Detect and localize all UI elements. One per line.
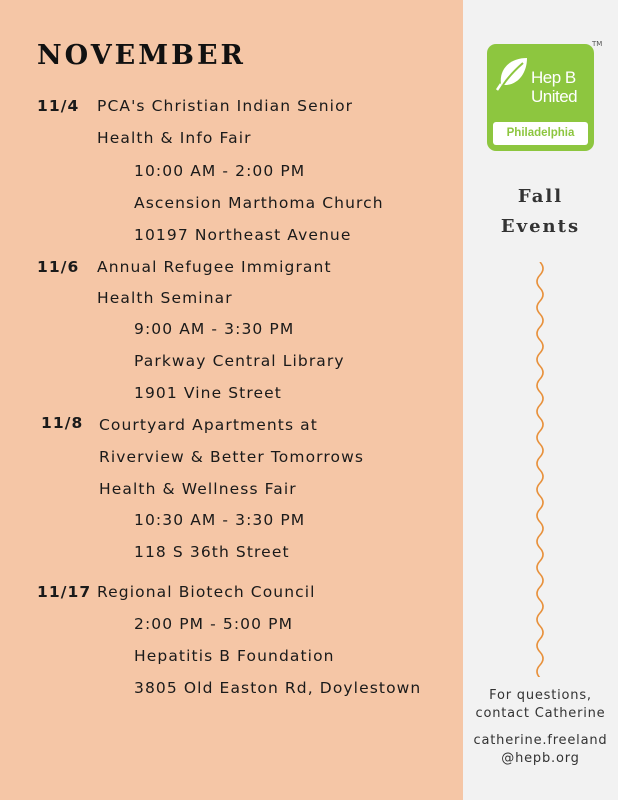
event-time: 2:00 PM - 5:00 PM [134,615,294,633]
event-address: 1901 Vine Street [134,384,282,402]
month-heading: NOVEMBER [37,40,246,71]
event-address: 118 S 36th Street [134,543,290,561]
event-title: PCA's Christian Indian Senior [97,97,354,115]
contact-email-line1[interactable]: catherine.freeland [473,733,608,748]
logo-name-line1: Hep B [531,68,576,87]
event-title: Health & Info Fair [97,129,252,147]
contact-line2: contact Catherine [475,706,606,721]
event-date: 11/6 [37,258,80,276]
event-title: Riverview & Better Tomorrows [99,448,365,466]
logo-city-label: Philadelphia [493,122,588,145]
event-date: 11/17 [37,583,92,601]
event-title: Courtyard Apartments at [99,416,318,434]
event-address: 10197 Northeast Avenue [134,226,352,244]
leaf-liver-icon [495,52,533,92]
contact-email-line2[interactable]: @hepb.org [501,751,580,766]
event-time: 10:30 AM - 3:30 PM [134,511,306,529]
event-venue: Hepatitis B Foundation [134,647,335,665]
contact-line1: For questions, [489,688,592,703]
season-title-line1: Fall [517,186,564,207]
event-address: 3805 Old Easton Rd, Doylestown [134,679,422,697]
logo-name-line2: United [531,87,578,106]
event-venue: Ascension Marthoma Church [134,194,384,212]
logo-wordmark [531,68,577,106]
event-date: 11/4 [37,97,80,115]
event-title: Health & Wellness Fair [99,480,297,498]
event-date: 11/8 [41,414,84,432]
event-time: 9:00 AM - 3:30 PM [134,320,295,338]
event-title: Health Seminar [97,289,233,307]
event-title: Annual Refugee Immigrant [97,258,332,276]
event-time: 10:00 AM - 2:00 PM [134,162,306,180]
event-venue: Parkway Central Library [134,352,345,370]
hep-b-united-logo [487,44,594,151]
season-title-line2: Events [500,216,581,237]
event-title: Regional Biotech Council [97,583,316,601]
trademark-mark: TM [592,40,603,48]
decorative-squiggle [520,262,560,677]
